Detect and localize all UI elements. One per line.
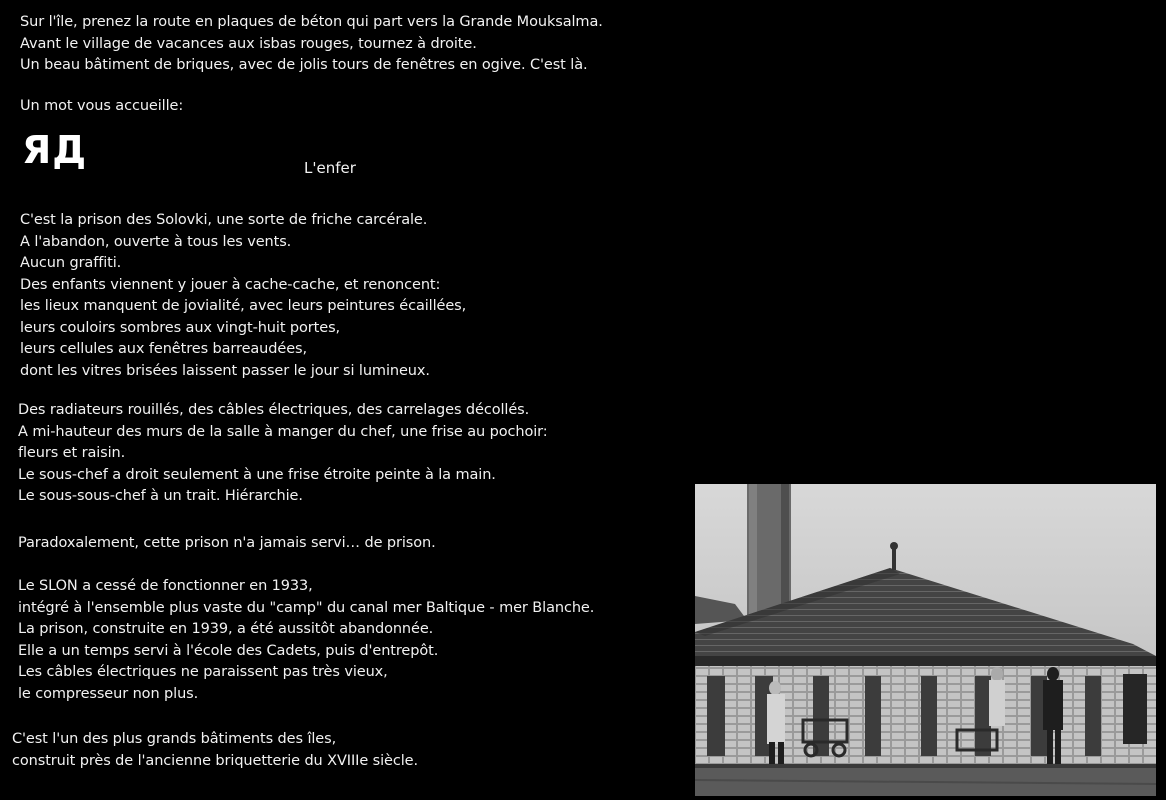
paragraph-1: [20, 210, 466, 382]
welcome-text: Un mot vous accueille:: [20, 98, 184, 114]
paragraph-line: Le sous-sous-chef à un trait. Hiérarchie.: [18, 488, 303, 504]
paragraph-line: fleurs et raisin.: [18, 445, 126, 461]
title-translation: L'enfer: [304, 159, 356, 177]
paragraph-line: La prison, construite en 1939, a été aussitôt abandonnée.: [18, 621, 434, 637]
closing-line: C'est l'un des plus grands bâtiments des îles,: [12, 731, 337, 747]
paragraph-line: dont les vitres brisées laissent passer le jour si lumineux.: [20, 362, 430, 379]
paragraph-line: Des radiateurs rouillés, des câbles électriques, des carrelages décollés.: [18, 402, 530, 418]
brick-building-photo: [695, 484, 1156, 796]
paragraph-line: Des enfants viennent y jouer à cache-cache, et renoncent:: [20, 276, 441, 293]
paragraph-line: Elle a un temps servi à l'école des Cadets, puis d'entrepôt.: [18, 642, 439, 659]
title-word: ЯД: [22, 128, 88, 172]
paragraph-line: leurs couloirs sombres aux vingt-huit portes,: [20, 319, 341, 336]
paragraph-line: les lieux manquent de jovialité, avec leurs peintures écaillées,: [20, 298, 467, 314]
paragraph-line: A l'abandon, ouverte à tous les vents.: [20, 233, 292, 250]
paragraph-line: A mi-hauteur des murs de la salle à manger du chef, une frise au pochoir:: [18, 423, 548, 440]
paragraph-line: Le SLON a cessé de fonctionner en 1933,: [18, 578, 313, 594]
paradox-text: Paradoxalement, cette prison n'a jamais servi… de prison.: [18, 535, 436, 551]
closing-block: [12, 729, 418, 772]
paragraph-line: Le sous-chef a droit seulement à une frise étroite peinte à la main.: [18, 466, 496, 483]
paragraph-2: [18, 400, 548, 508]
paragraph-line: le compresseur non plus.: [18, 685, 199, 702]
paragraph-line: Les câbles électriques ne paraissent pas très vieux,: [18, 664, 388, 680]
paragraph-line: intégré à l'ensemble plus vaste du "camp" du canal mer Baltique - mer Blanche.: [18, 599, 595, 616]
closing-line: construit près de l'ancienne briquetterie du XVIIIe siècle.: [12, 752, 419, 769]
paragraph-line: Aucun graffiti.: [20, 255, 122, 271]
paragraph-line: leurs cellules aux fenêtres barreaudées,: [20, 341, 307, 357]
intro-line: Un beau bâtiment de briques, avec de jolis tours de fenêtres en ogive. C'est là.: [20, 57, 588, 73]
intro-line: Sur l'île, prenez la route en plaques de béton qui part vers la Grande Mouksalma.: [20, 14, 603, 30]
paragraph-line: C'est la prison des Solovki, une sorte de friche carcérale.: [20, 212, 428, 228]
intro-block: [20, 12, 603, 77]
intro-line: Avant le village de vacances aux isbas rouges, tournez à droite.: [20, 35, 477, 52]
paragraph-3: [18, 576, 594, 705]
